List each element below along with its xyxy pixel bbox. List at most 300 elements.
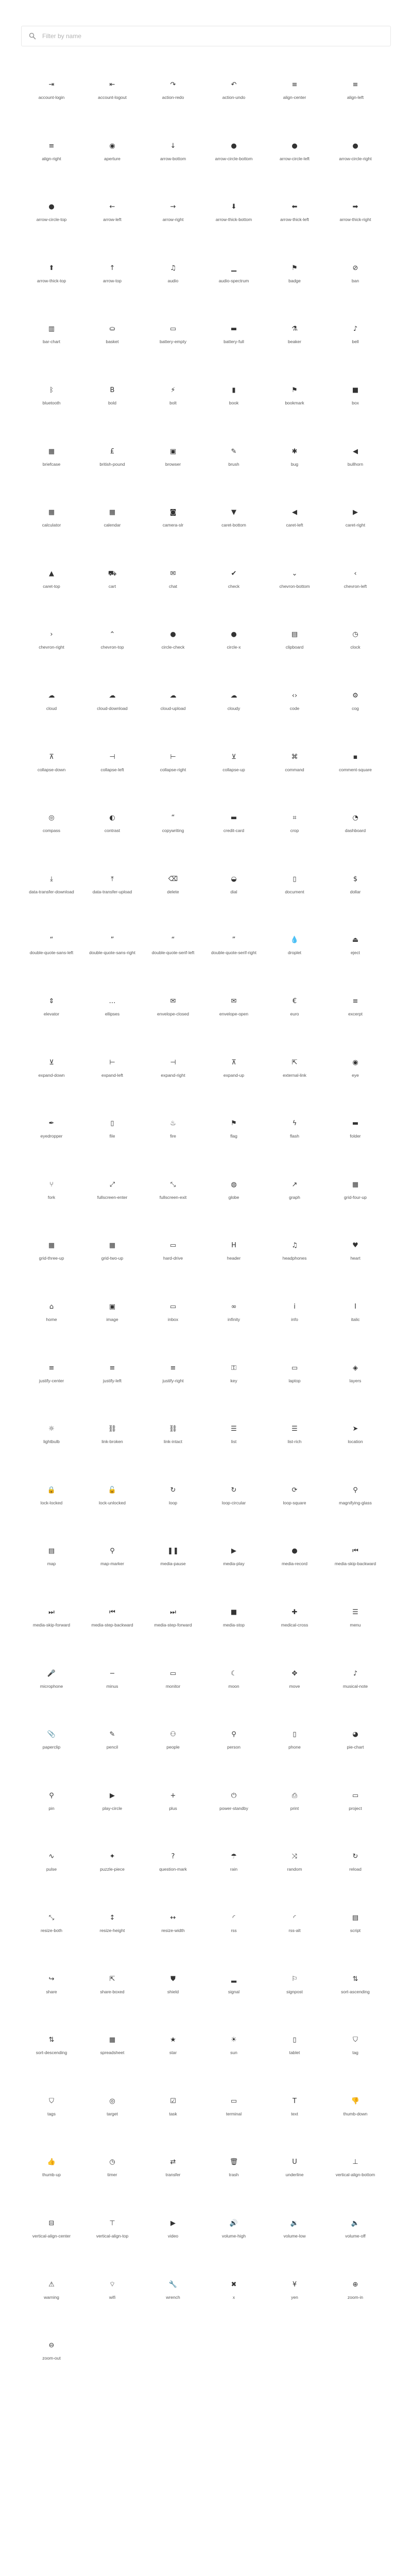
icon-label: media-record	[281, 1561, 308, 1566]
icon-tile-wifi[interactable]	[82, 2279, 143, 2310]
icon-tile-arrow-thick-bottom[interactable]	[203, 201, 264, 232]
paperclip-icon: 📎	[47, 1730, 56, 1738]
icon-tile-dashboard[interactable]	[325, 812, 386, 843]
icon-label: clock	[350, 645, 360, 650]
icon-tile-account-login[interactable]	[21, 79, 82, 110]
icon-tile-map-marker[interactable]	[82, 1545, 143, 1576]
icon-label: key	[230, 1378, 237, 1383]
icon-tile-expand-up[interactable]	[203, 1057, 264, 1088]
icon-tile-fire[interactable]	[143, 1117, 203, 1148]
lightbulb-icon: ☼	[48, 1425, 55, 1433]
icon-label: italic	[351, 1317, 360, 1322]
icon-tile-media-play[interactable]	[203, 1545, 264, 1576]
icon-tile-vertical-align-bottom[interactable]	[325, 2156, 386, 2187]
icon-tile-data-transfer-upload[interactable]	[82, 873, 143, 904]
icon-label: vertical-align-top	[96, 2233, 129, 2239]
caret-bottom-icon: ▼	[231, 508, 236, 516]
icon-tile-folder[interactable]	[325, 1117, 386, 1148]
icon-label: link-broken	[101, 1439, 123, 1444]
icon-tile-contrast[interactable]	[82, 812, 143, 843]
icon-tile-credit-card[interactable]	[203, 812, 264, 843]
dashboard-icon: ◔	[352, 814, 358, 822]
cloud-icon: ☁	[48, 691, 55, 700]
icon-tile-volume-low[interactable]	[264, 2217, 325, 2248]
icon-tile-video[interactable]	[143, 2217, 203, 2248]
icon-tile-collapse-left[interactable]	[82, 751, 143, 782]
icon-label: badge	[288, 278, 301, 283]
icon-tile-chevron-right[interactable]	[21, 629, 82, 659]
icon-tile-collapse-right[interactable]	[143, 751, 203, 782]
share-boxed-icon: ⇱	[109, 1975, 115, 1983]
icon-tile-cart[interactable]	[82, 568, 143, 599]
icon-tile-media-skip-forward[interactable]	[21, 1606, 82, 1637]
icon-tile-clipboard[interactable]	[264, 629, 325, 659]
icon-tile-expand-left[interactable]	[82, 1057, 143, 1088]
icon-tile-command[interactable]	[264, 751, 325, 782]
icon-tile-flash[interactable]	[264, 1117, 325, 1148]
icon-tile-camera-slr[interactable]	[143, 506, 203, 537]
book-icon: ▮	[232, 386, 236, 394]
icon-tile-move[interactable]	[264, 1668, 325, 1699]
location-icon: ➤	[352, 1425, 358, 1433]
icon-tile-question-mark[interactable]	[143, 1851, 203, 1882]
icon-tile-rss-alt[interactable]	[264, 1912, 325, 1943]
icon-tile-zoom-out[interactable]	[21, 2340, 82, 2370]
icon-tile-battery-full[interactable]	[203, 323, 264, 354]
icon-label: eject	[351, 950, 360, 955]
icon-tile-action-redo[interactable]	[143, 79, 203, 110]
icon-tile-pulse[interactable]	[21, 1851, 82, 1882]
icon-tile-tags[interactable]	[21, 2095, 82, 2126]
icon-tile-chat[interactable]	[143, 568, 203, 599]
icon-tile-medical-cross[interactable]	[264, 1606, 325, 1637]
icon-tile-circle-x[interactable]	[203, 629, 264, 659]
icon-tile-check[interactable]	[203, 568, 264, 599]
arrow-circle-bottom-icon: ●	[231, 142, 237, 150]
icon-tile-share[interactable]	[21, 1973, 82, 2004]
icon-tile-monitor[interactable]	[143, 1668, 203, 1699]
icon-tile-resize-height[interactable]	[82, 1912, 143, 1943]
icon-tile-tag[interactable]	[325, 2034, 386, 2065]
icon-tile-arrow-bottom[interactable]	[143, 140, 203, 171]
icon-tile-plus[interactable]	[143, 1790, 203, 1821]
icon-tile-brush[interactable]	[203, 446, 264, 477]
icon-tile-crop[interactable]	[264, 812, 325, 843]
icon-tile-ban[interactable]	[325, 262, 386, 293]
icon-tile-arrow-circle-bottom[interactable]	[203, 140, 264, 171]
icon-tile-map[interactable]	[21, 1545, 82, 1576]
vertical-align-top-icon: ⊤	[109, 2219, 115, 2227]
icon-tile-share-boxed[interactable]	[82, 1973, 143, 2004]
icon-tile-audio[interactable]	[143, 262, 203, 293]
icon-tile-underline[interactable]	[264, 2156, 325, 2187]
icon-label: collapse-up	[222, 767, 245, 772]
icon-tile-double-quote-serif-left[interactable]	[143, 934, 203, 965]
icon-tile-pin[interactable]	[21, 1790, 82, 1821]
icon-tile-document[interactable]	[264, 873, 325, 904]
icon-tile-wrench[interactable]	[143, 2279, 203, 2310]
icon-label: compass	[42, 828, 60, 833]
icon-tile-bell[interactable]	[325, 323, 386, 354]
icon-tile-resize-width[interactable]	[143, 1912, 203, 1943]
icon-tile-signal[interactable]	[203, 1973, 264, 2004]
icon-tile-envelope-closed[interactable]	[143, 995, 203, 1026]
icon-label: tags	[47, 2111, 56, 2116]
icon-tile-lightbulb[interactable]	[21, 1423, 82, 1454]
icon-tile-arrow-circle-right[interactable]	[325, 140, 386, 171]
icon-tile-thumb-up[interactable]	[21, 2156, 82, 2187]
icon-tile-warning[interactable]	[21, 2279, 82, 2310]
icon-tile-list-rich[interactable]	[264, 1423, 325, 1454]
icon-tile-lock-unlocked[interactable]	[82, 1484, 143, 1515]
icon-tile-thumb-down[interactable]	[325, 2095, 386, 2126]
icon-tile-hard-drive[interactable]	[143, 1240, 203, 1270]
icon-tile-text[interactable]	[264, 2095, 325, 2126]
icon-tile-dollar[interactable]	[325, 873, 386, 904]
underline-icon: U	[292, 2158, 297, 2166]
icon-tile-loop-circular[interactable]	[203, 1484, 264, 1515]
phone-icon: ▯	[293, 1730, 297, 1738]
icon-tile-align-center[interactable]	[264, 79, 325, 110]
icon-tile-laptop[interactable]	[264, 1362, 325, 1393]
icon-tile-clock[interactable]	[325, 629, 386, 659]
icon-tile-phone[interactable]	[264, 1728, 325, 1759]
icon-tile-eject[interactable]	[325, 934, 386, 965]
icon-tile-calculator[interactable]	[21, 506, 82, 537]
icon-tile-expand-down[interactable]	[21, 1057, 82, 1088]
icon-tile-star[interactable]	[143, 2034, 203, 2065]
icon-tile-infinity[interactable]	[203, 1301, 264, 1332]
icon-tile-people[interactable]	[143, 1728, 203, 1759]
icon-tile-envelope-open[interactable]	[203, 995, 264, 1026]
icon-label: volume-off	[345, 2233, 366, 2239]
icon-label: document	[285, 889, 304, 894]
icon-tile-bluetooth[interactable]	[21, 384, 82, 415]
icon-tile-minus[interactable]	[82, 1668, 143, 1699]
icon-tile-browser[interactable]	[143, 446, 203, 477]
icon-tile-double-quote-sans-right[interactable]	[82, 934, 143, 965]
icon-tile-image[interactable]	[82, 1301, 143, 1332]
icon-tile-account-logout[interactable]	[82, 79, 143, 110]
icon-tile-heart[interactable]	[325, 1240, 386, 1270]
expand-right-icon: ⊣	[170, 1058, 176, 1066]
icon-tile-sun[interactable]	[203, 2034, 264, 2065]
icon-label: media-play	[223, 1561, 245, 1566]
icon-tile-header[interactable]	[203, 1240, 264, 1270]
icon-tile-moon[interactable]	[203, 1668, 264, 1699]
icon-label: hard-drive	[163, 1256, 183, 1261]
icon-tile-home[interactable]	[21, 1301, 82, 1332]
icon-tile-bold[interactable]	[82, 384, 143, 415]
icon-label: flag	[230, 1133, 237, 1139]
tags-icon: ⛉	[49, 2097, 54, 2105]
icon-tile-yen[interactable]	[264, 2279, 325, 2310]
icon-tile-caret-top[interactable]	[21, 568, 82, 599]
icon-tile-ellipses[interactable]	[82, 995, 143, 1026]
icon-tile-globe[interactable]	[203, 1179, 264, 1210]
icon-tile-align-right[interactable]	[21, 140, 82, 171]
icon-tile-loop-square[interactable]	[264, 1484, 325, 1515]
icon-tile-media-pause[interactable]	[143, 1545, 203, 1576]
circle-x-icon: ●	[231, 630, 237, 638]
icon-tile-delete[interactable]	[143, 873, 203, 904]
tablet-icon: ▯	[293, 2036, 297, 2044]
icon-tile-collapse-down[interactable]	[21, 751, 82, 782]
icon-tile-random[interactable]	[264, 1851, 325, 1882]
icon-tile-tablet[interactable]	[264, 2034, 325, 2065]
icon-tile-arrow-circle-top[interactable]	[21, 201, 82, 232]
icon-tile-link-intact[interactable]	[143, 1423, 203, 1454]
icon-tile-rain[interactable]	[203, 1851, 264, 1882]
tag-icon: ⛉	[353, 2036, 358, 2044]
expand-down-icon: ⊻	[49, 1058, 54, 1066]
icon-tile-zoom-in[interactable]	[325, 2279, 386, 2310]
icon-tile-bullhorn[interactable]	[325, 446, 386, 477]
icon-tile-eye[interactable]	[325, 1057, 386, 1088]
icon-tile-fullscreen-enter[interactable]	[82, 1179, 143, 1210]
icon-tile-british-pound[interactable]	[82, 446, 143, 477]
heart-icon: ♥	[352, 1241, 358, 1249]
icon-tile-layers[interactable]	[325, 1362, 386, 1393]
icon-tile-media-skip-backward[interactable]	[325, 1545, 386, 1576]
icon-label: pie-chart	[347, 1744, 364, 1750]
brush-icon: ✎	[231, 447, 237, 455]
icon-tile-inbox[interactable]	[143, 1301, 203, 1332]
icon-tile-key[interactable]	[203, 1362, 264, 1393]
icon-tile-location[interactable]	[325, 1423, 386, 1454]
icon-tile-cloud[interactable]	[21, 690, 82, 721]
icon-tile-external-link[interactable]	[264, 1057, 325, 1088]
icon-tile-circle-check[interactable]	[143, 629, 203, 659]
icon-tile-info[interactable]	[264, 1301, 325, 1332]
icon-tile-musical-note[interactable]	[325, 1668, 386, 1699]
icon-tile-power-standby[interactable]	[203, 1790, 264, 1821]
icon-tile-target[interactable]	[82, 2095, 143, 2126]
icon-tile-double-quote-sans-left[interactable]	[21, 934, 82, 965]
icon-label: moon	[228, 1684, 239, 1689]
icon-tile-pie-chart[interactable]	[325, 1728, 386, 1759]
icon-tile-grid-three-up[interactable]	[21, 1240, 82, 1270]
icon-tile-play-circle[interactable]	[82, 1790, 143, 1821]
icon-tile-beaker[interactable]	[264, 323, 325, 354]
icon-tile-battery-empty[interactable]	[143, 323, 203, 354]
icon-tile-box[interactable]	[325, 384, 386, 415]
icon-label: warning	[44, 2295, 59, 2300]
icon-tile-signpost[interactable]	[264, 1973, 325, 2004]
icon-tile-arrow-thick-right[interactable]	[325, 201, 386, 232]
icon-tile-vertical-align-center[interactable]	[21, 2217, 82, 2248]
icon-label: signal	[228, 1989, 240, 1994]
icon-tile-menu[interactable]	[325, 1606, 386, 1637]
map-marker-icon: ⚲	[110, 1547, 115, 1555]
icon-tile-volume-high[interactable]	[203, 2217, 264, 2248]
icon-tile-arrow-left[interactable]	[82, 201, 143, 232]
icon-tile-aperture[interactable]	[82, 140, 143, 171]
icon-label: arrow-right	[162, 217, 184, 222]
icon-tile-list[interactable]	[203, 1423, 264, 1454]
target-icon: ◎	[109, 2097, 115, 2105]
icon-tile-shield[interactable]	[143, 1973, 203, 2004]
link-broken-icon: ⛓	[108, 1425, 117, 1433]
icon-tile-headphones[interactable]	[264, 1240, 325, 1270]
icon-tile-fullscreen-exit[interactable]	[143, 1179, 203, 1210]
move-icon: ✥	[291, 1669, 298, 1677]
icon-label: bell	[352, 339, 359, 344]
icon-tile-dial[interactable]	[203, 873, 264, 904]
eye-icon: ◉	[352, 1058, 358, 1066]
icon-label: basket	[106, 339, 119, 344]
icon-tile-task[interactable]	[143, 2095, 203, 2126]
icon-tile-lock-locked[interactable]	[21, 1484, 82, 1515]
icon-tile-rss[interactable]	[203, 1912, 264, 1943]
icon-tile-puzzle-piece[interactable]	[82, 1851, 143, 1882]
icon-label: ellipses	[105, 1011, 120, 1016]
icon-tile-calendar[interactable]	[82, 506, 143, 537]
icon-tile-x[interactable]	[203, 2279, 264, 2310]
icon-tile-justify-right[interactable]	[143, 1362, 203, 1393]
icon-tile-media-stop[interactable]	[203, 1606, 264, 1637]
icon-tile-media-step-backward[interactable]	[82, 1606, 143, 1637]
icon-tile-badge[interactable]	[264, 262, 325, 293]
icon-tile-arrow-thick-top[interactable]	[21, 262, 82, 293]
icon-label: battery-full	[224, 339, 244, 344]
icon-tile-chevron-left[interactable]	[325, 568, 386, 599]
icon-tile-sort-ascending[interactable]	[325, 1973, 386, 2004]
icon-tile-flag[interactable]	[203, 1117, 264, 1148]
icon-tile-trash[interactable]	[203, 2156, 264, 2187]
icon-tile-cog[interactable]	[325, 690, 386, 721]
justify-right-icon: ≡	[170, 1364, 176, 1372]
icon-tile-pencil[interactable]	[82, 1728, 143, 1759]
icon-tile-justify-left[interactable]	[82, 1362, 143, 1393]
icon-tile-transfer[interactable]	[143, 2156, 203, 2187]
action-undo-icon: ↶	[231, 80, 237, 89]
icon-tile-grid-two-up[interactable]	[82, 1240, 143, 1270]
icon-label: cloud	[46, 706, 57, 711]
icon-tile-cloud-upload[interactable]	[143, 690, 203, 721]
icon-tile-project[interactable]	[325, 1790, 386, 1821]
icon-tile-collapse-up[interactable]	[203, 751, 264, 782]
icon-tile-paperclip[interactable]	[21, 1728, 82, 1759]
fork-icon: ⑂	[49, 1180, 54, 1189]
icon-tile-caret-bottom[interactable]	[203, 506, 264, 537]
icon-tile-chevron-bottom[interactable]	[264, 568, 325, 599]
icon-tile-euro[interactable]	[264, 995, 325, 1026]
icon-tile-elevator[interactable]	[21, 995, 82, 1026]
icon-tile-justify-center[interactable]	[21, 1362, 82, 1393]
icon-label: sort-ascending	[341, 1989, 370, 1994]
icon-tile-timer[interactable]	[82, 2156, 143, 2187]
plus-icon: +	[170, 1791, 176, 1800]
icon-tile-comment-square[interactable]	[325, 751, 386, 782]
icon-tile-arrow-thick-left[interactable]	[264, 201, 325, 232]
icon-tile-book[interactable]	[203, 384, 264, 415]
icon-tile-magnifying-glass[interactable]	[325, 1484, 386, 1515]
icon-tile-sort-descending[interactable]	[21, 2034, 82, 2065]
icon-tile-droplet[interactable]	[264, 934, 325, 965]
icon-tile-vertical-align-top[interactable]	[82, 2217, 143, 2248]
icon-tile-person[interactable]	[203, 1728, 264, 1759]
icon-tile-grid-four-up[interactable]	[325, 1179, 386, 1210]
arrow-thick-left-icon: ⬅	[291, 202, 298, 211]
icon-tile-media-record[interactable]	[264, 1545, 325, 1576]
icon-tile-reload[interactable]	[325, 1851, 386, 1882]
icon-tile-arrow-top[interactable]	[82, 262, 143, 293]
icon-label: caret-right	[345, 522, 366, 528]
icon-tile-eyedropper[interactable]	[21, 1117, 82, 1148]
info-icon: i	[294, 1302, 296, 1311]
icon-tile-basket[interactable]	[82, 323, 143, 354]
arrow-right-icon: →	[170, 202, 176, 211]
icon-tile-action-undo[interactable]	[203, 79, 264, 110]
icon-tile-fork[interactable]	[21, 1179, 82, 1210]
icon-label: check	[228, 584, 240, 589]
rss-alt-icon: ◜	[293, 1913, 296, 1922]
icon-tile-loop[interactable]	[143, 1484, 203, 1515]
icon-label: arrow-circle-right	[339, 156, 372, 161]
icon-tile-arrow-circle-left[interactable]	[264, 140, 325, 171]
inbox-icon: ▭	[169, 1302, 177, 1311]
icon-label: share	[46, 1989, 57, 1994]
icon-tile-graph[interactable]	[264, 1179, 325, 1210]
icon-tile-italic[interactable]	[325, 1301, 386, 1332]
icon-label: musical-note	[342, 1684, 368, 1689]
icon-tile-volume-off[interactable]	[325, 2217, 386, 2248]
icon-tile-resize-both[interactable]	[21, 1912, 82, 1943]
icon-tile-bug[interactable]	[264, 446, 325, 477]
icon-tile-excerpt[interactable]	[325, 995, 386, 1026]
icon-label: cog	[352, 706, 359, 711]
icon-tile-arrow-right[interactable]	[143, 201, 203, 232]
icon-tile-data-transfer-download[interactable]	[21, 873, 82, 904]
icon-tile-cloud-download[interactable]	[82, 690, 143, 721]
icon-tile-spreadsheet[interactable]	[82, 2034, 143, 2065]
icon-tile-microphone[interactable]	[21, 1668, 82, 1699]
icon-tile-code[interactable]	[264, 690, 325, 721]
icon-tile-chevron-top[interactable]	[82, 629, 143, 659]
play-circle-icon: ▶	[110, 1791, 115, 1800]
icon-tile-audio-spectrum[interactable]	[203, 262, 264, 293]
arrow-left-icon: ←	[109, 202, 115, 211]
icon-label: project	[349, 1806, 362, 1811]
icon-tile-caret-left[interactable]	[264, 506, 325, 537]
icon-label: camera-slr	[162, 522, 184, 528]
icon-tile-copywriting[interactable]	[143, 812, 203, 843]
icon-tile-expand-right[interactable]	[143, 1057, 203, 1088]
icon-tile-compass[interactable]	[21, 812, 82, 843]
icon-tile-script[interactable]	[325, 1912, 386, 1943]
icon-tile-media-step-forward[interactable]	[143, 1606, 203, 1637]
justify-center-icon: ≡	[48, 1364, 55, 1372]
icon-tile-align-left[interactable]	[325, 79, 386, 110]
data-transfer-download-icon: ⤓	[50, 875, 53, 883]
euro-icon: €	[292, 997, 297, 1005]
icon-tile-double-quote-serif-right[interactable]	[203, 934, 264, 965]
icon-tile-caret-right[interactable]	[325, 506, 386, 537]
icon-tile-bookmark[interactable]	[264, 384, 325, 415]
icon-label: arrow-bottom	[160, 156, 186, 161]
icon-tile-terminal[interactable]	[203, 2095, 264, 2126]
icon-tile-bolt[interactable]	[143, 384, 203, 415]
icon-tile-link-broken[interactable]	[82, 1423, 143, 1454]
link-intact-icon: ⛓	[168, 1425, 178, 1433]
icon-tile-print[interactable]	[264, 1790, 325, 1821]
icon-tile-briefcase[interactable]	[21, 446, 82, 477]
icon-tile-file[interactable]	[82, 1117, 143, 1148]
icon-tile-cloudy[interactable]	[203, 690, 264, 721]
chevron-bottom-icon: ⌄	[291, 569, 298, 578]
icon-tile-bar-chart[interactable]	[21, 323, 82, 354]
